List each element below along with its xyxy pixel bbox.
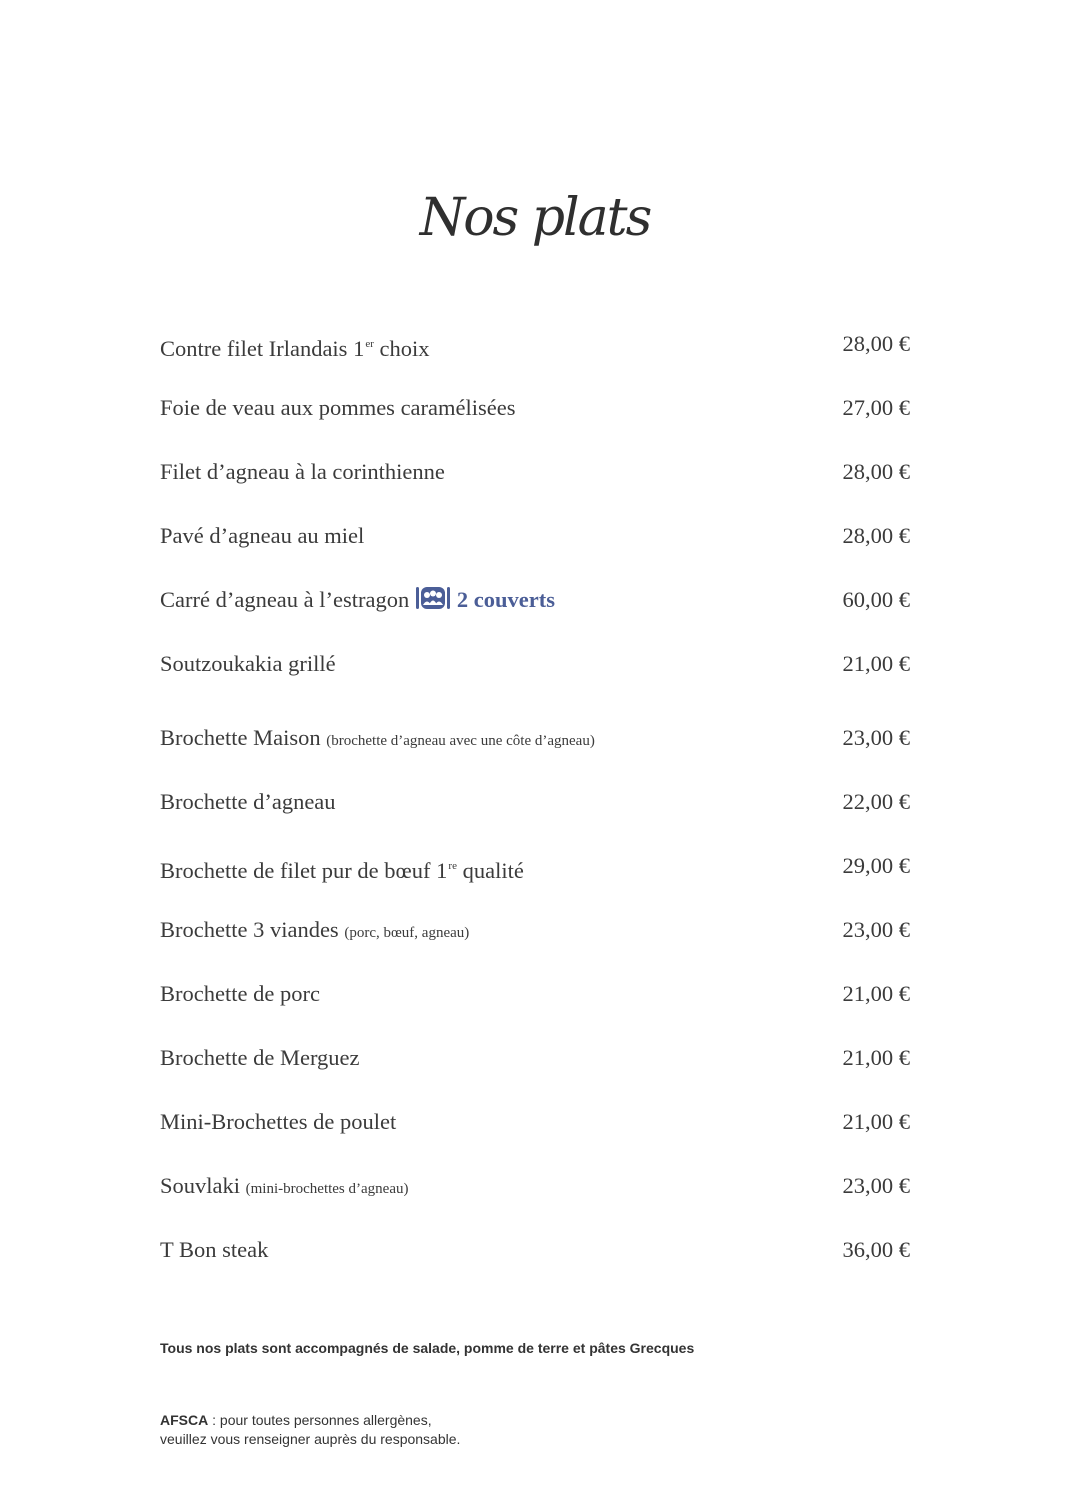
afsca-label: AFSCA xyxy=(160,1412,209,1428)
dish-name: Brochette Maison (brochette d’agneau avec une côte d’agneau) xyxy=(160,725,595,750)
dish-row xyxy=(160,782,910,846)
dish-name: Foie de veau aux pommes caramélisées xyxy=(160,395,516,420)
dish-row xyxy=(160,846,910,910)
dish-note: (mini-brochettes d’agneau) xyxy=(245,1181,409,1197)
dish-row xyxy=(160,452,910,516)
afsca-line2: veuillez vous renseigner auprès du responsable. xyxy=(160,1431,461,1447)
dish-name: Carré d’agneau à l’estragon 2 couverts xyxy=(160,580,555,624)
dish-row xyxy=(160,580,910,644)
dish-name: Contre filet Irlandais 1er choix xyxy=(160,336,430,361)
dish-name: Mini-Brochettes de poulet xyxy=(160,1109,397,1134)
dish-row xyxy=(160,910,910,974)
dish-price: 23,00 € xyxy=(842,917,910,942)
dish-row xyxy=(160,1038,910,1102)
dish-note: (porc, bœuf, agneau) xyxy=(344,925,470,941)
dish-row xyxy=(160,388,910,452)
dish-price: 21,00 € xyxy=(842,981,910,1006)
dish-price: 21,00 € xyxy=(842,1045,910,1070)
dish-row xyxy=(160,1102,910,1166)
dish-name: T Bon steak xyxy=(160,1237,269,1262)
dish-name: Brochette de filet pur de bœuf 1re qualité xyxy=(160,858,524,883)
allergen-notice xyxy=(160,1411,460,1449)
dish-name: Filet d’agneau à la corinthienne xyxy=(160,459,445,484)
dish-price: 60,00 € xyxy=(842,587,910,612)
dish-name: Souvlaki (mini-brochettes d’agneau) xyxy=(160,1173,409,1198)
dish-price: 23,00 € xyxy=(842,725,910,750)
dish-row xyxy=(160,644,910,708)
dish-price: 22,00 € xyxy=(842,789,910,814)
page-title: Nos plats xyxy=(419,188,651,248)
dish-name: Brochette 3 viandes (porc, bœuf, agneau) xyxy=(160,917,470,942)
couverts-badge: 2 couverts xyxy=(456,587,555,612)
dish-price: 21,00 € xyxy=(842,651,910,676)
dish-name: Pavé d’agneau au miel xyxy=(160,523,365,548)
accompaniment-note: Tous nos plats sont accompagnés de salade, pomme de terre et pâtes Grecques xyxy=(160,1340,695,1356)
dish-price: 29,00 € xyxy=(842,853,910,878)
dish-row xyxy=(160,974,910,1038)
afsca-line1: : pour toutes personnes allergènes, xyxy=(208,1412,432,1428)
dish-row xyxy=(160,718,910,782)
dish-name: Soutzoukakia grillé xyxy=(160,651,336,676)
dish-price: 27,00 € xyxy=(842,395,910,420)
dish-price: 28,00 € xyxy=(842,331,910,356)
dish-row xyxy=(160,1166,910,1230)
dish-price: 23,00 € xyxy=(842,1173,910,1198)
dish-name: Brochette de Merguez xyxy=(160,1045,360,1070)
dish-list xyxy=(160,324,910,1294)
dish-price: 28,00 € xyxy=(842,523,910,548)
dish-note: (brochette d’agneau avec une côte d’agneau) xyxy=(326,733,595,749)
dish-row xyxy=(160,1230,910,1294)
dish-row xyxy=(160,516,910,580)
dish-price: 21,00 € xyxy=(842,1109,910,1134)
dish-name: Brochette d’agneau xyxy=(160,789,336,814)
group-dining-icon xyxy=(415,584,451,624)
dish-price: 28,00 € xyxy=(842,459,910,484)
dish-row xyxy=(160,324,910,388)
dish-price: 36,00 € xyxy=(842,1237,910,1262)
dish-name: Brochette de porc xyxy=(160,981,320,1006)
